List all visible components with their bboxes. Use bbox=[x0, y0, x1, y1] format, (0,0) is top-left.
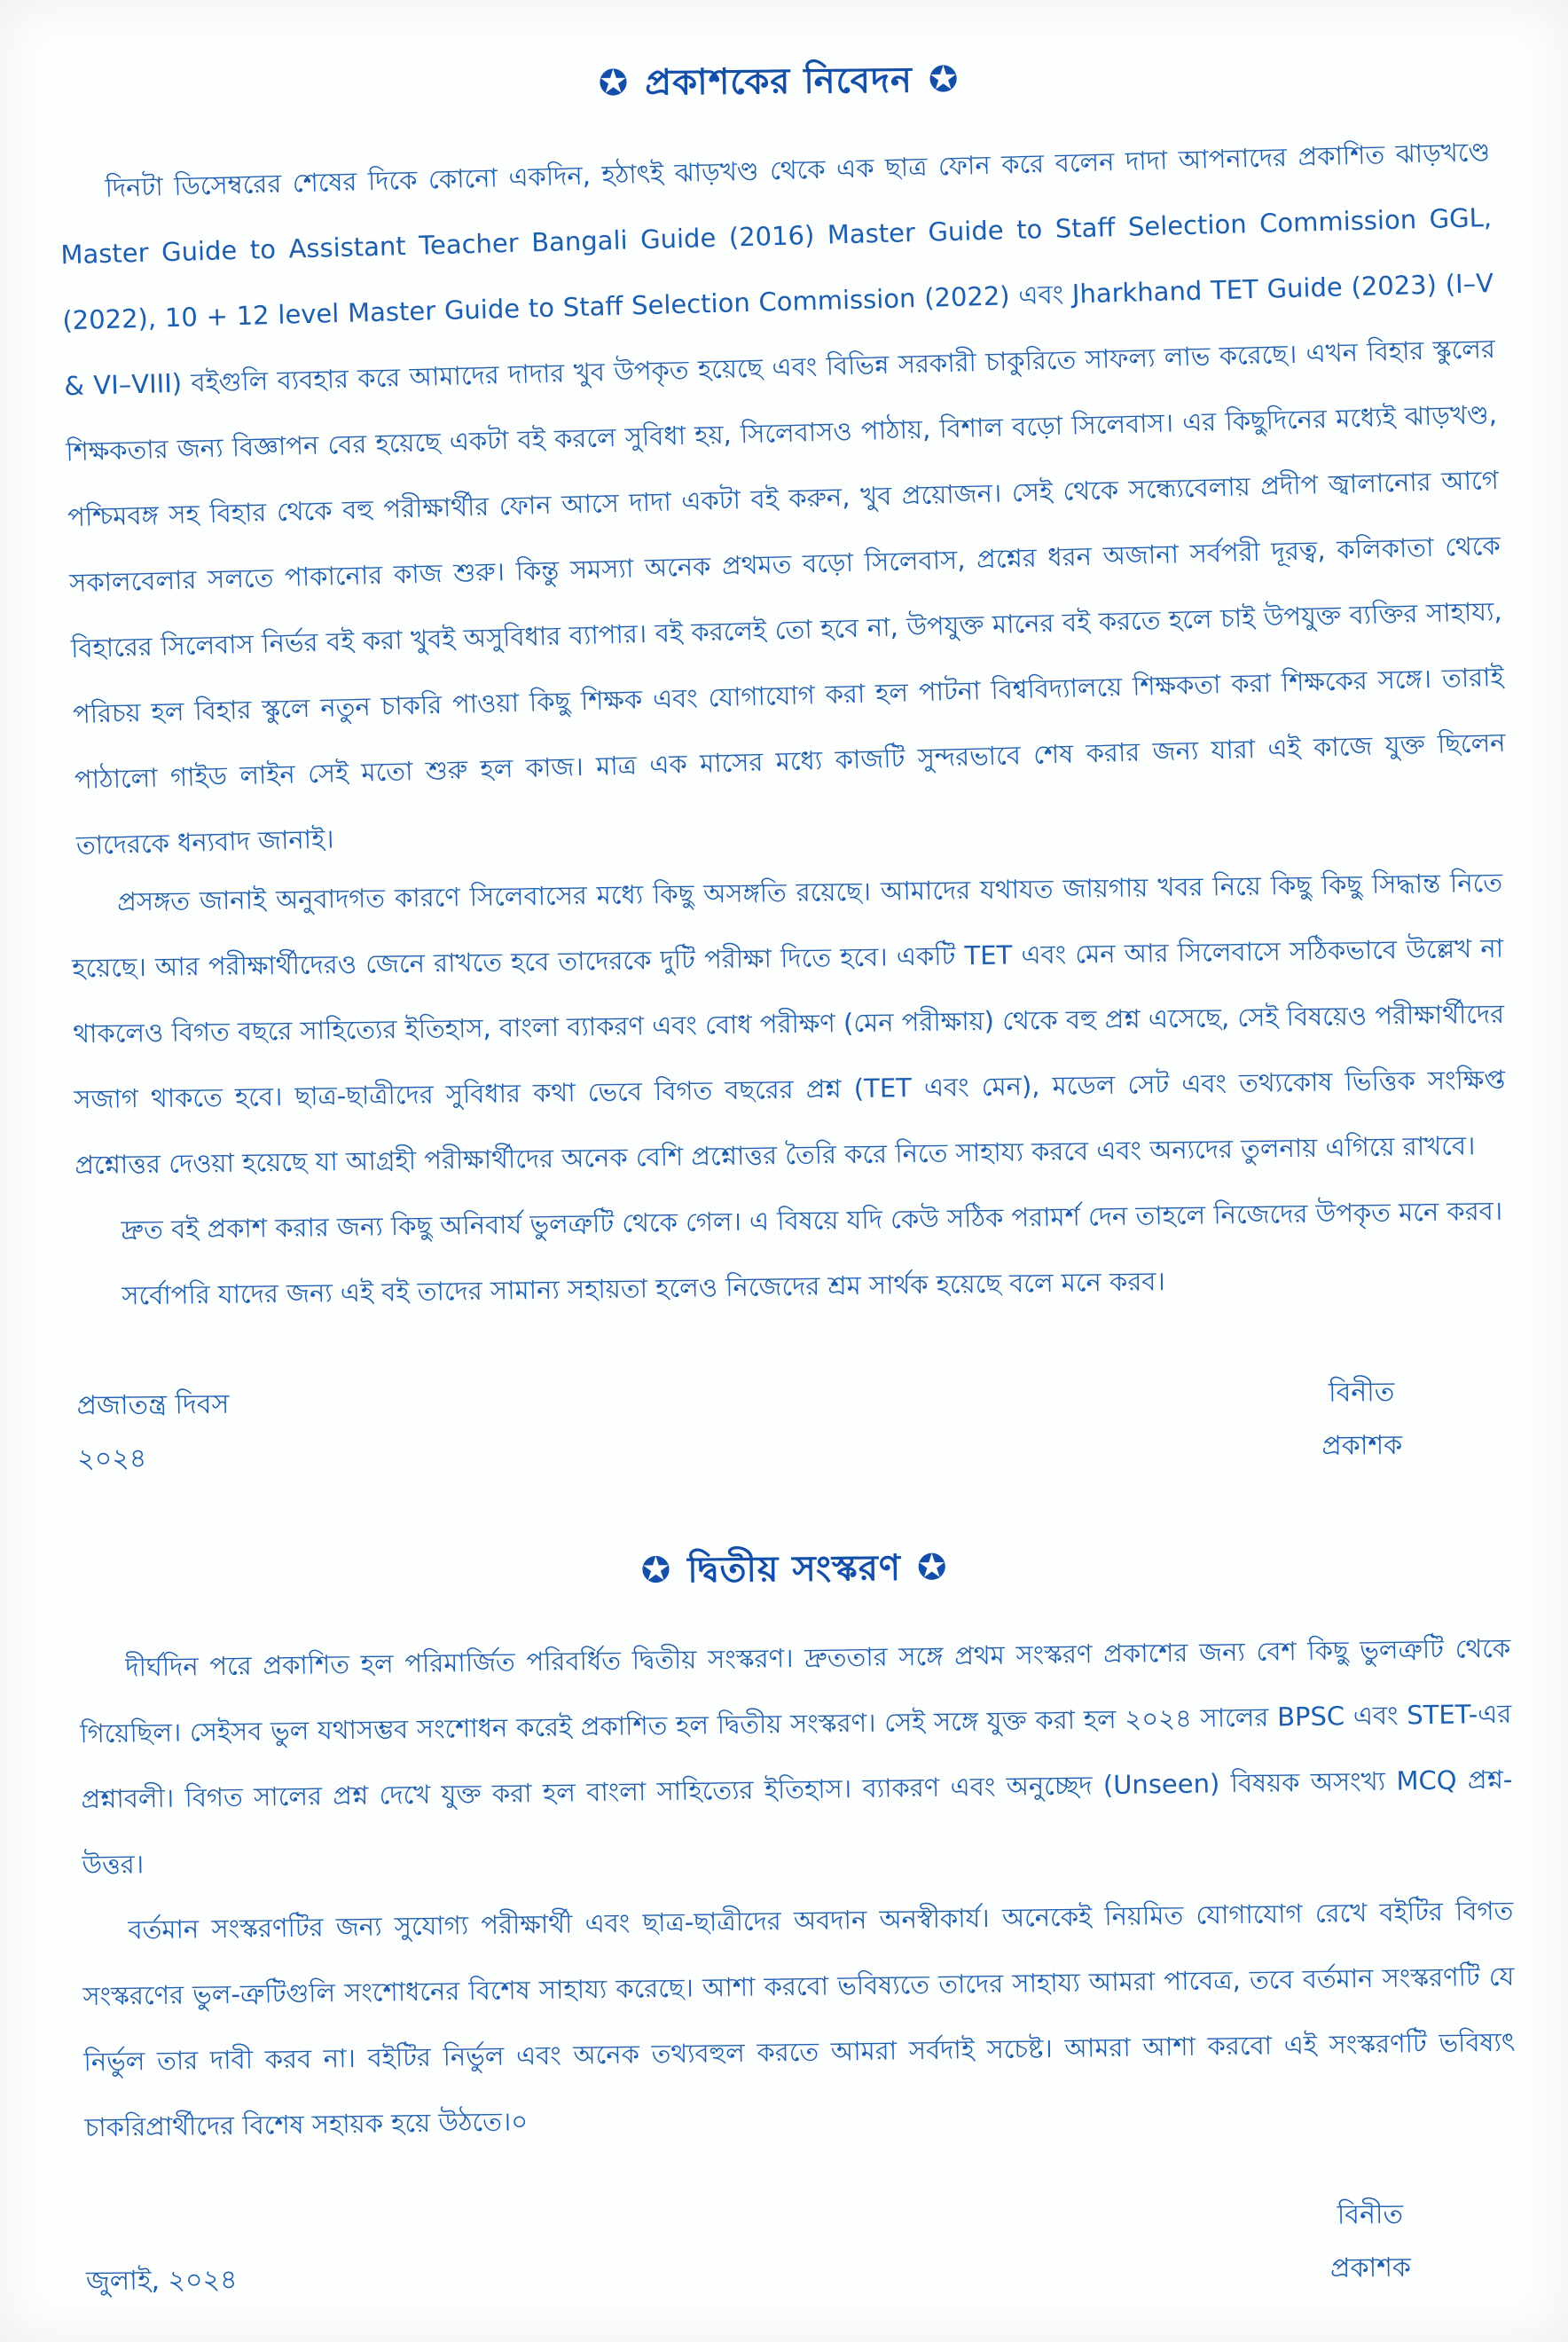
humbly-label: বিনীত bbox=[1337, 2198, 1404, 2231]
second-edition-paragraph-2: বর্তমান সংস্করণটির জন্য সুযোগ্য পরীক্ষার্থী এবং ছাত্র-ছাত্রীদের অবদান অনস্বীকার্য। অনেকেই নিয়মিত যোগাযোগ রেখে বইটির বিগত সংস্করণের ভুল-ত্রুটিগুলি সংশোধনের বিশেষ সাহায্য করেছে। আশা করবো ভবিষ্যতে তাদের সাহায্য আমরা পাবেত্র, তবে বর্তমান সংস্করণটি যে নির্ভুল তার দাবী করব না। বইটির নির্ভুল এবং অনেক তথ্যবহুল করতে আমরা সর্বদাই সচেষ্ট। আমরা আশা করবো এই সংস্করণটি ভবিষ্যৎ চাকরিপ্রার্থীদের বিশেষ সহায়ক হয়ে উঠতে।০ bbox=[82, 1895, 1516, 2143]
page-content bbox=[60, 46, 1517, 2309]
star-icon: ✪ bbox=[640, 1550, 672, 1591]
publisher-note-date-block bbox=[76, 1379, 230, 1487]
second-edition-body bbox=[79, 1618, 1516, 2158]
publisher-note-paragraph-1: দিনটা ডিসেম্বরের শেষের দিকে কোনো একদিন, হঠাৎই ঝাড়খণ্ড থেকে এক ছাত্র ফোন করে বলেন দাদা আপনাদের প্রকাশিত ঝাড়খণ্ডে Master Guide to Assistant Teacher Bangali Guide (2016) Master Guide to Staff Selection Commission GGL, (2022), 10 + 12 level Master Guide to Staff Selection Commission (2022) এবং Jharkhand TET Guide (2023) (I–V & VI–VIII) বইগুলি ব্যবহার করে আমাদের দাদার খুব উপকৃত হয়েছে এবং বিভিন্ন সরকারী চাকুরিতে সাফল্য লাভ করেছে। এখন বিহার স্কুলের শিক্ষকতার জন্য বিজ্ঞাপন বের হয়েছে একটা বই করলে সুবিধা হয়, সিলেবাসও পাঠায়, বিশাল বড়ো সিলেবাস। এর কিছুদিনের মধ্যেই ঝাড়খণ্ড, পশ্চিমবঙ্গ সহ বিহার থেকে বহু পরীক্ষার্থীর ফোন আসে দাদা একটা বই করুন, খুব প্রয়োজন। সেই থেকে সন্ধ্যেবেলায় প্রদীপ জ্বালানোর আগে সকালবেলার সলতে পাকানোর কাজ শুরু। কিন্তু সমস্যা অনেক প্রথমত বড়ো সিলেবাস, প্রশ্নের ধরন অজানা সর্বপরী দূরত্ব, কলিকাতা থেকে বিহারের সিলেবাস নির্ভর বই করা খুবই অসুবিধার ব্যাপার। বই করলেই তো হবে না, উপযুক্ত মানের বই করতে হলে চাই উপযুক্ত ব্যক্তির সাহায্য, পরিচয় হল বিহার স্কুলে নতুন চাকরি পাওয়া কিছু শিক্ষক এবং যোগাযোগ করা হল পাটনা বিশ্ববিদ্যালয়ে শিক্ষকতা করা শিক্ষকের সঙ্গে। তারাই পাঠালো গাইড লাইন সেই মতো শুরু হল কাজ। মাত্র এক মাসের মধ্যে কাজটি সুন্দরভাবে শেষ করার জন্য যারা এই কাজে যুক্ত ছিলেন তাদেরকে ধন্যবাদ জানাই। bbox=[60, 137, 1506, 861]
publisher-note-paragraph-2: প্রসঙ্গত জানাই অনুবাদগত কারণে সিলেবাসের মধ্যে কিছু অসঙ্গতি রয়েছে। আমাদের যথাযত জায়গায় খবর নিয়ে কিছু কিছু সিদ্ধান্ত নিতে হয়েছে। আর পরীক্ষার্থীদেরও জেনে রাখতে হবে তাদেরকে দুটি পরীক্ষা দিতে হবে। একটি TET এবং মেন আর সিলেবাসে সঠিকভাবে উল্লেখ না থাকলেও বিগত বছরে সাহিত্যের ইতিহাস, বাংলা ব্যাকরণ এবং বোধ পরীক্ষণ (মেন পরীক্ষায়) থেকে বহু প্রশ্ন এসেছে, সেই বিষয়েও পরীক্ষার্থীদের সজাগ থাকতে হবে। ছাত্র-ছাত্রীদের সুবিধার কথা ভেবে বিগত বছরের প্রশ্ন (TET এবং মেন), মডেল সেট এবং তথ্যকোষ ভিত্তিক সংক্ষিপ্ত প্রশ্নোত্তর দেওয়া হয়েছে যা আগ্রহী পরীক্ষার্থীদের অনেক বেশি প্রশ্নোত্তর তৈরি করে নিতে সাহায্য করবে এবং অন্যদের তুলনায় এগিয়ে রাখবে। bbox=[71, 867, 1506, 1181]
publisher-label: প্রকাশক bbox=[1321, 1429, 1403, 1462]
publisher-note-body bbox=[60, 130, 1508, 1327]
humbly-label: বিনীত bbox=[1328, 1376, 1395, 1409]
publisher-label: প্রকাশক bbox=[1329, 2252, 1412, 2284]
second-edition-title-row bbox=[78, 1534, 1510, 1608]
second-edition-paragraph-1: দীর্ঘদিন পরে প্রকাশিত হল পরিমার্জিত পরিবর্ধিত দ্বিতীয় সংস্করণ। দ্রুততার সঙ্গে প্রথম সংস্করণ প্রকাশের জন্য বেশ কিছু ভুলত্রুটি থেকে গিয়েছিল। সেইসব ভুল যথাসম্ভব সংশোধন করেই প্রকাশিত হল দ্বিতীয় সংস্করণ। সেই সঙ্গে যুক্ত করা হল ২০২৪ সালের BPSC এবং STET-এর প্রশ্নাবলী। বিগত সালের প্রশ্ন দেখে যুক্ত করা হল বাংলা সাহিত্যের ইতিহাস। ব্যাকরণ এবং অনুচ্ছেদ (Unseen) বিষয়ক অসংখ্য MCQ প্রশ্ন-উত্তর। bbox=[80, 1632, 1513, 1881]
publisher-note-title: প্রকাশকের নিবেদন bbox=[645, 59, 913, 104]
second-edition-signature bbox=[85, 2187, 1517, 2308]
publisher-note-title-row bbox=[63, 46, 1495, 121]
publisher-note-paragraph-3: দ্রুত বই প্রকাশ করার জন্য কিছু অনিবার্য ভুলত্রুটি থেকে গেল। এ বিষয়ে যদি কেউ সঠিক পরামর্শ দেন তাহলে নিজেদের উপকৃত মনে করব। bbox=[121, 1195, 1503, 1246]
publisher-signoff-block bbox=[1321, 1366, 1402, 1474]
july-date-label: জুলাই, ২০২৪ bbox=[85, 2264, 238, 2298]
publisher-note-paragraph-4: সর্বোপরি যাদের জন্য এই বই তাদের সামান্য সহায়তা হলেও নিজেদের শ্রম সার্থক হয়েছে বলে মনে করব। bbox=[122, 1266, 1166, 1311]
star-icon: ✪ bbox=[928, 59, 960, 101]
republic-day-label: প্রজাতন্ত্র দিবস bbox=[76, 1388, 230, 1422]
publisher-note-signature bbox=[76, 1365, 1509, 1487]
publisher-signoff-block-2 bbox=[1329, 2189, 1411, 2296]
star-icon: ✪ bbox=[598, 62, 630, 105]
year-label: ২০২৪ bbox=[77, 1442, 147, 1475]
star-icon: ✪ bbox=[916, 1547, 948, 1589]
second-edition-date-block bbox=[86, 2254, 238, 2309]
second-edition-title: দ্বিতীয় সংস্করণ bbox=[686, 1547, 902, 1591]
